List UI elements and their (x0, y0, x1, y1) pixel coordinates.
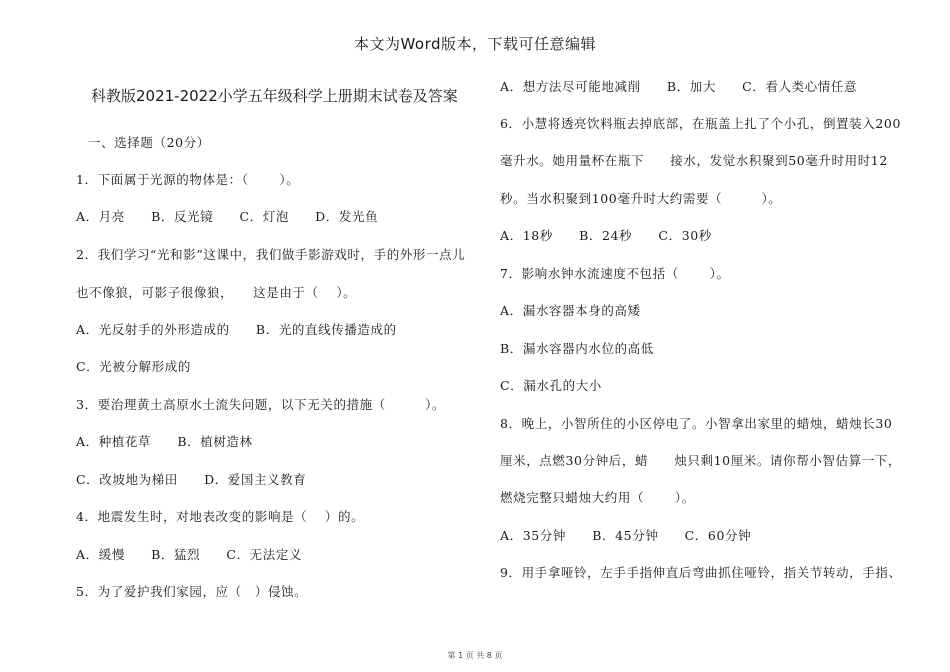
page-footer: 第 1 页 共 8 页 (447, 651, 503, 660)
question-line: 毫升水。她用量杯在瓶下 接水，发觉水积聚到50毫升时用时12 (500, 153, 888, 168)
question-line: 也不像狼，可影子很像狼， 这是由于（ ）。 (76, 285, 357, 300)
question-line: 9．用手拿哑铃，左手手指伸直后弯曲抓住哑铃，指关节转动，手指、 (500, 565, 902, 580)
question-line: 燃烧完整只蜡烛大约用（ ）。 (500, 490, 695, 505)
question-line: 6．小慧将透亮饮料瓶去掉底部，在瓶盖上扎了个小孔，倒置装入200 (500, 116, 902, 131)
option-line: C．光被分解形成的 (76, 359, 191, 374)
option-line: A．月亮 B．反光镜 C．灯泡 D．发光鱼 (76, 209, 379, 224)
question-line: 8．晚上，小智所住的小区停电了。小智拿出家里的蜡烛，蜡烛长30 (500, 416, 893, 431)
option-line: A．18秒 B．24秒 C．30秒 (500, 228, 712, 243)
option-line: A．种植花草 B．植树造林 (76, 434, 253, 449)
question-line: 5．为了爱护我们家园，应（ ）侵蚀。 (76, 584, 308, 599)
option-line: C．漏水孔的大小 (500, 378, 602, 393)
question-line: 秒。当水积聚到100毫升时大约需要（ ）。 (500, 191, 782, 206)
question-line: 3．要治理黄土高原水土流失问题，以下无关的措施（ ）。 (76, 397, 446, 412)
question-line: 厘米，点燃30分钟后，蜡 烛只剩10厘米。请你帮小智估算一下， (500, 453, 902, 468)
option-line: A．漏水容器本身的高矮 (500, 303, 641, 318)
option-line: A．35分钟 B．45分钟 C．60分钟 (500, 528, 752, 543)
option-line: C．改坡地为梯田 D．爱国主义教育 (76, 472, 307, 487)
option-line: A．光反射手的外形造成的 B．光的直线传播造成的 (76, 322, 397, 337)
question-line: 7．影响水钟水流速度不包括（ ）。 (500, 266, 730, 281)
option-line: A．缓慢 B．猛烈 C．无法定义 (76, 547, 303, 562)
option-line: A．想方法尽可能地减削 B．加大 C．看人类心情任意 (500, 79, 858, 94)
document-header: 本文为Word版本，下载可任意编辑 (353, 35, 597, 53)
question-line: 4．地震发生时，对地表改变的影响是（ ）的。 (76, 509, 365, 524)
section-heading: 一、选择题（20分） (88, 135, 210, 150)
page-title: 科教版2021-2022小学五年级科学上册期末试卷及答案 (91, 87, 458, 105)
question-line: 1．下面属于光源的物体是：（ ）。 (76, 172, 300, 187)
question-line: 2．我们学习“光和影”这课中，我们做手影游戏时，手的外形一点儿 (76, 247, 466, 262)
option-line: B．漏水容器内水位的高低 (500, 341, 654, 356)
